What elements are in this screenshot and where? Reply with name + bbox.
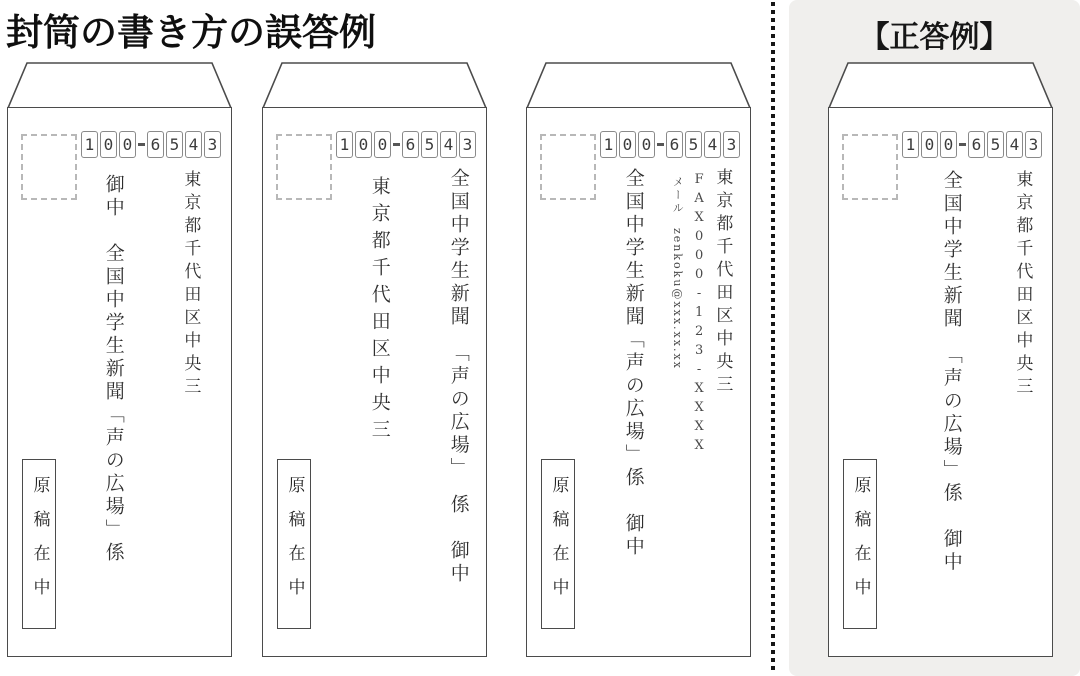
- envelope-error-2: [262, 62, 487, 657]
- envelope-body: [526, 107, 751, 657]
- address-column: 東京都千代田区中央三: [1012, 170, 1033, 400]
- postal-digit: 0: [619, 131, 636, 158]
- envelope-flap: [7, 62, 232, 108]
- postal-digit: 1: [902, 131, 919, 158]
- enclosure-note-box: [541, 459, 575, 629]
- stamp-placeholder: [276, 134, 332, 200]
- envelope-body: [828, 107, 1053, 657]
- postal-digit: 4: [1006, 131, 1023, 158]
- postal-digit: 1: [336, 131, 353, 158]
- correct-section-label: 【正答例】: [859, 20, 1010, 55]
- postal-code-boxes: [600, 131, 742, 158]
- postal-dash: [138, 143, 145, 146]
- fax-column: FAX000-123-XXXX: [691, 172, 707, 457]
- stamp-placeholder: [842, 134, 898, 200]
- stamp-placeholder: [540, 134, 596, 200]
- address-column: 東京都千代田区中央三: [712, 168, 733, 398]
- address-column: 東京都千代田区中央三: [180, 170, 201, 400]
- postal-code-boxes: [81, 131, 223, 158]
- postal-digit: 3: [459, 131, 476, 158]
- enclosure-note: 原稿在中: [284, 476, 305, 612]
- postal-digit: 0: [374, 131, 391, 158]
- enclosure-note: 原稿在中: [850, 476, 871, 612]
- recipient-column: 全国中学生新聞「声の広場」係 御中: [622, 168, 645, 559]
- envelope-correct: [828, 62, 1053, 657]
- postal-digit: 3: [723, 131, 740, 158]
- enclosure-note-box: [22, 459, 56, 629]
- postal-dash: [959, 143, 966, 146]
- postal-digit: 3: [1025, 131, 1042, 158]
- postal-digit: 0: [355, 131, 372, 158]
- envelope-error-1: [7, 62, 232, 657]
- postal-digit: 5: [421, 131, 438, 158]
- enclosure-note: 原稿在中: [548, 476, 569, 612]
- dotted-divider: [771, 2, 775, 674]
- recipient-column: 全国中学生新聞 「声の広場」係 御中: [940, 170, 963, 575]
- postal-digit: 0: [638, 131, 655, 158]
- email-column: メール zenkoku@xxx.xx.xx: [671, 176, 685, 370]
- postal-code-boxes: [902, 131, 1044, 158]
- postal-digit: 0: [921, 131, 938, 158]
- postal-digit: 4: [704, 131, 721, 158]
- envelope-flap: [828, 62, 1053, 108]
- stamp-placeholder: [21, 134, 77, 200]
- recipient-column: 御中 全国中学生新聞「声の広場」係: [102, 174, 125, 565]
- envelope-body: [7, 107, 232, 657]
- postal-digit: 6: [968, 131, 985, 158]
- postal-dash: [393, 143, 400, 146]
- envelope-error-3: [526, 62, 751, 657]
- envelope-flap: [526, 62, 751, 108]
- page-title: 封筒の書き方の誤答例: [6, 11, 376, 54]
- postal-digit: 6: [147, 131, 164, 158]
- postal-dash: [657, 143, 664, 146]
- postal-digit: 5: [166, 131, 183, 158]
- enclosure-note-box: [277, 459, 311, 629]
- postal-digit: 1: [600, 131, 617, 158]
- postal-digit: 1: [81, 131, 98, 158]
- postal-digit: 6: [402, 131, 419, 158]
- postal-digit: 4: [440, 131, 457, 158]
- postal-digit: 4: [185, 131, 202, 158]
- postal-digit: 5: [987, 131, 1004, 158]
- postal-code-boxes: [336, 131, 478, 158]
- address-column: 東京都千代田区中央三: [368, 176, 391, 446]
- recipient-column: 全国中学生新聞 「声の広場」 係 御中: [447, 168, 470, 586]
- enclosure-note-box: [843, 459, 877, 629]
- postal-digit: 0: [119, 131, 136, 158]
- postal-digit: 3: [204, 131, 221, 158]
- postal-digit: 0: [940, 131, 957, 158]
- envelope-body: [262, 107, 487, 657]
- postal-digit: 6: [666, 131, 683, 158]
- postal-digit: 5: [685, 131, 702, 158]
- enclosure-note: 原稿在中: [29, 476, 50, 612]
- envelope-flap: [262, 62, 487, 108]
- postal-digit: 0: [100, 131, 117, 158]
